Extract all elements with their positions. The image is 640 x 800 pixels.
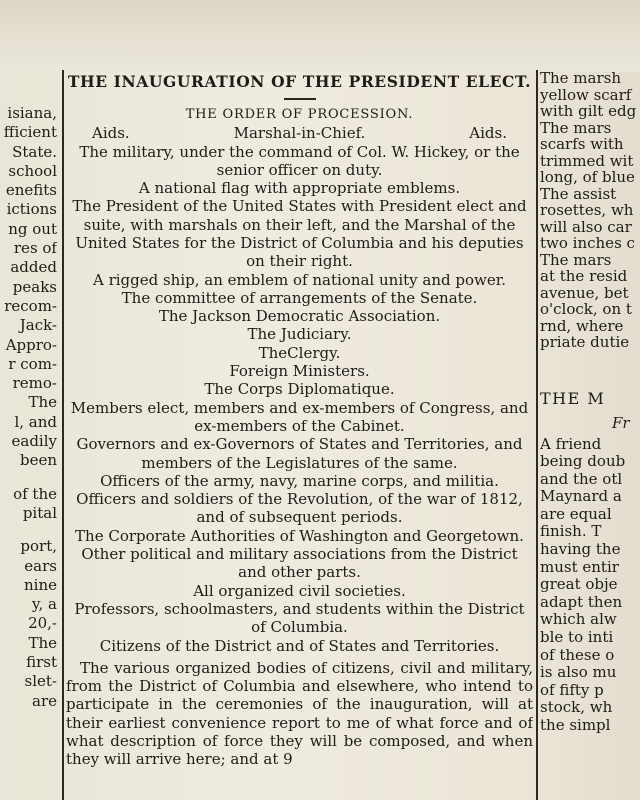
right-column-line: long, of blue: [540, 168, 635, 186]
right-column-line: rnd, where: [540, 316, 624, 335]
right-column-line: yellow scarf: [540, 85, 632, 104]
right-column-line: rosettes, wh: [540, 201, 634, 219]
right-column-line: having the: [540, 540, 621, 559]
left-column-line: first: [26, 653, 57, 672]
right-column-byline: Fr: [612, 414, 630, 432]
left-column-line: pital: [22, 503, 57, 522]
left-column-line: Jack-: [19, 316, 57, 335]
right-column-line: is also mu: [540, 663, 617, 682]
procession-entry: Citizens of the District and of States and Territories.: [99, 636, 500, 655]
procession-list: [66, 143, 533, 655]
right-column-line: priate dutie: [540, 333, 630, 351]
right-column-line: The mars: [540, 250, 612, 269]
procession-entry: Professors, schoolmasters, and students within the District of Columbia.: [74, 599, 525, 637]
procession-entry: Officers and soldiers of the Revolution, of the war of 1812, and of subsequent periods.: [76, 490, 523, 527]
right-column-line: are equal: [540, 504, 612, 523]
right-column-line: the simpl: [540, 716, 611, 734]
left-column-line: are: [32, 691, 57, 710]
right-column-line: The marsh: [540, 70, 622, 87]
left-column-line: of the: [13, 484, 57, 503]
page-top-margin: [0, 0, 640, 72]
headline-divider: [284, 98, 316, 100]
procession-entry: Other political and military associations from the District and other parts.: [81, 545, 518, 582]
column-rule-right: [536, 70, 538, 800]
left-column-line: recom-: [4, 296, 57, 315]
left-column-line: fficient: [3, 123, 57, 142]
left-column-line: school: [8, 161, 57, 180]
right-column-line: The assist: [540, 184, 617, 203]
procession-entry: Officers of the army, navy, marine corps, and militia.: [100, 471, 499, 490]
left-column-line: added: [10, 258, 57, 277]
left-column-line: Appro-: [5, 335, 57, 354]
left-column-line: State.: [12, 142, 57, 161]
procession-entry: The military, under the command of Col. W. Hickey, or the senior officer on duty.: [79, 142, 520, 179]
left-column-fragment: [0, 104, 57, 800]
column-rule-left: [62, 70, 64, 800]
procession-entry: All organized civil societies.: [193, 581, 406, 600]
right-column-fragment: [540, 70, 640, 800]
right-column-line: and the otl: [540, 469, 623, 488]
right-column-line: with gilt edg: [540, 102, 637, 120]
procession-entry: A rigged ship, an emblem of national unity and power.: [92, 270, 507, 289]
left-column-line: ng out: [8, 219, 57, 238]
right-column-line: great obje: [540, 575, 618, 594]
procession-entry: The Jackson Democratic Association.: [158, 307, 441, 326]
left-column-line: remo-: [12, 374, 57, 393]
aids-right-label: Aids.: [469, 124, 507, 142]
left-column-line: slet-: [24, 672, 57, 691]
right-column-line: finish. T: [540, 522, 602, 541]
right-column-line: scarfs with: [540, 135, 624, 153]
article-paragraph: The various organized bodies of citizens, civil and military, from the District of Columbia and elsewhere, who intend to participate in the ceremonies of the inauguration, will at their earliest convenience report to me of what force and of what description of force they will be composed, and when they will arrive here; and at 9: [66, 658, 533, 769]
right-column-line: at the resid: [540, 267, 628, 285]
marshal-in-chief-label: Marshal-in-Chief.: [233, 124, 366, 142]
right-column-body-text: [540, 436, 640, 735]
right-column-line: of fifty p: [540, 680, 604, 699]
right-column-line: being doub: [540, 452, 626, 471]
procession-entry: The Corporate Authorities of Washington and Georgetown.: [75, 526, 524, 545]
left-column-line: [0, 471, 57, 485]
aids-left-label: Aids.: [92, 124, 130, 142]
center-column: [66, 70, 533, 800]
left-column-line: peaks: [12, 277, 57, 296]
right-column-line: A friend: [540, 434, 602, 453]
procession-entry: TheClergy.: [258, 343, 341, 362]
left-column-line: The: [28, 393, 57, 412]
right-column-line: two inches c: [540, 234, 635, 252]
procession-entry: The committee of arrangements of the Senate.: [121, 288, 478, 307]
right-column-line: The mars: [540, 118, 612, 137]
right-column-line: will also car: [540, 217, 632, 236]
right-column-line: of these o: [540, 645, 615, 664]
left-column-line: [0, 523, 57, 537]
right-column-line: ble to inti: [540, 628, 614, 647]
right-column-line: avenue, bet: [540, 283, 629, 302]
left-column-line: y, a: [32, 595, 57, 614]
procession-entry: The President of the United States with President elect and suite, with marshals on their left, and the Marshal of the United States for the District of Columbia and his deputies on their right.: [72, 197, 527, 271]
left-column-line: eadily: [11, 432, 57, 451]
right-column-heading: THE M: [540, 388, 606, 408]
right-column-line: Maynard a: [540, 487, 622, 506]
right-column-gap: [540, 351, 640, 389]
procession-entry: A national flag with appropriate emblems.: [138, 179, 461, 198]
marshal-row: [66, 124, 533, 143]
procession-entry: Governors and ex-Governors of States and Territories, and members of the Legislatures of the same.: [76, 435, 523, 472]
left-column-line: enefits: [5, 181, 57, 200]
left-column-line: ears: [24, 556, 57, 575]
left-column-line: 20,-: [28, 614, 57, 633]
right-column-line: adapt then: [540, 592, 623, 611]
left-column-line: port,: [20, 537, 57, 556]
procession-entry: Foreign Ministers.: [229, 362, 370, 381]
right-column-line: trimmed wit: [540, 151, 634, 170]
right-column-line: stock, wh: [540, 698, 613, 717]
left-column-line: isiana,: [7, 104, 57, 122]
right-column-line: must entir: [540, 557, 619, 576]
left-column-line: been: [19, 451, 57, 470]
left-column-line: r com-: [8, 354, 57, 373]
left-column-line: The: [28, 633, 57, 652]
procession-entry: The Judiciary.: [247, 325, 352, 344]
right-column-top-text: [540, 70, 640, 351]
article-subhead: THE ORDER OF PROCESSION.: [185, 107, 414, 122]
left-column-line: l, and: [14, 412, 57, 431]
left-column-line: res of: [13, 239, 57, 258]
right-column-line: o'clock, on t: [540, 300, 632, 318]
procession-entry: The Corps Diplomatique.: [204, 380, 395, 399]
left-column-line: ictions: [6, 200, 57, 219]
right-column-line: which alw: [540, 610, 617, 629]
procession-entry: Members elect, members and ex-members of Congress, and ex-members of the Cabinet.: [70, 398, 529, 435]
left-column-line: nine: [24, 575, 57, 594]
article-headline: THE INAUGURATION OF THE PRESIDENT ELECT.: [67, 72, 532, 91]
